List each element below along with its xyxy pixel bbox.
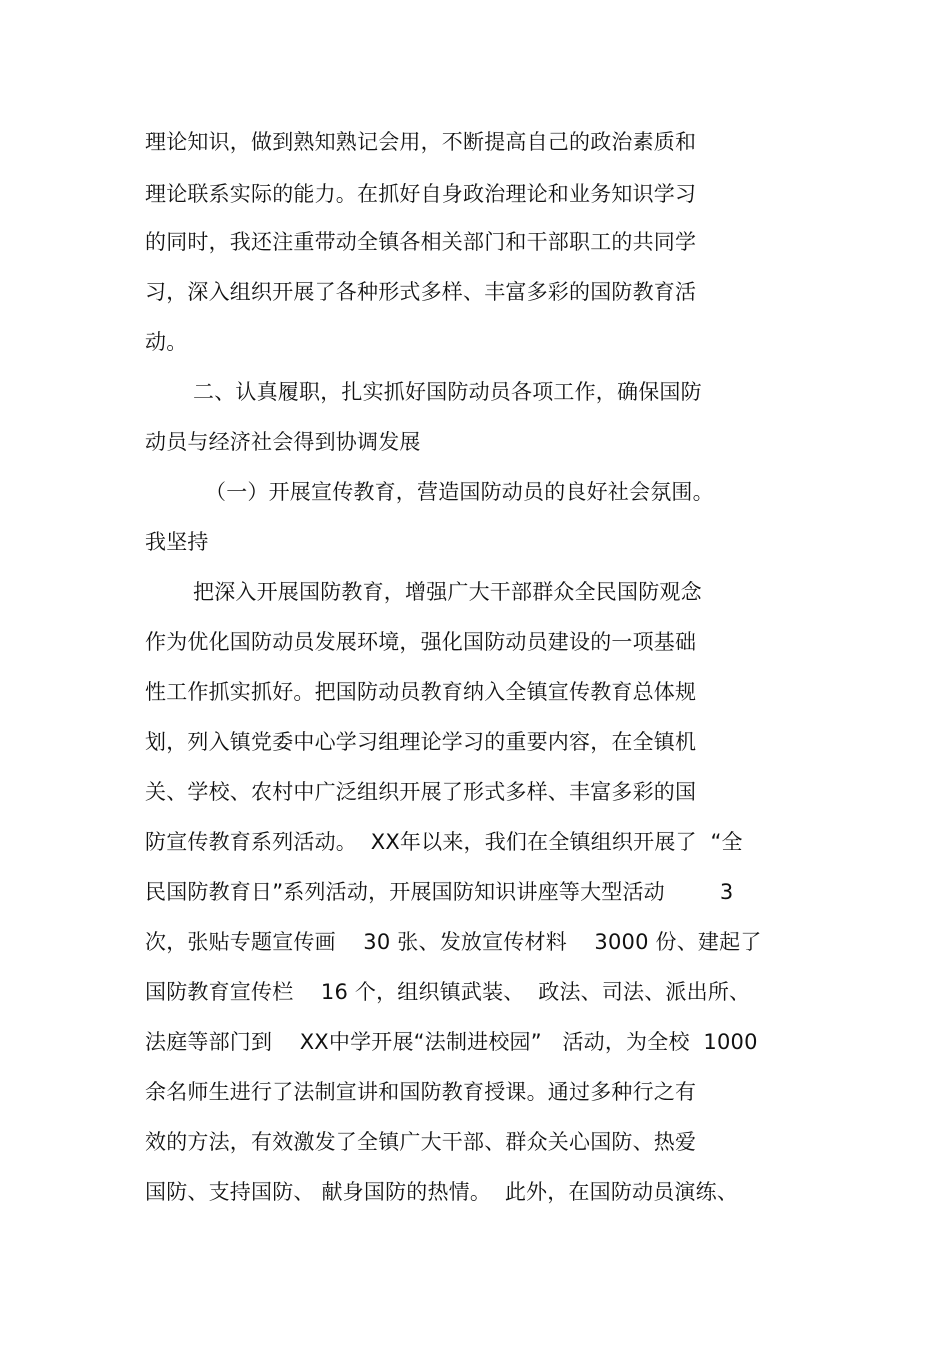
text-line-20: 余名师生进行了法制宣讲和国防教育授课。通过多种行之有 (145, 1080, 697, 1104)
text-line-4: 习，深入组织开展了各种形式多样、丰富多彩的国防教育活 (145, 280, 697, 304)
subsection-heading: （一）开展宣传教育，营造国防动员的良好社会氛围。 (205, 480, 714, 504)
text-line-14: 关、学校、农村中广泛组织开展了形式多样、丰富多彩的国 (145, 780, 697, 804)
text-line-3: 的同时，我还注重带动全镇各相关部门和干部职工的共同学 (145, 230, 697, 254)
text-line-16: 民国防教育日”系列活动，开展国防知识讲座等大型活动 3 (145, 880, 734, 904)
text-line-13: 划，列入镇党委中心学习组理论学习的重要内容，在全镇机 (145, 730, 697, 754)
text-line-9: 我坚持 (145, 530, 209, 554)
paragraph-first-line: 把深入开展国防教育，增强广大干部群众全民国防观念 (193, 580, 702, 604)
section-heading-line-1: 二、认真履职，扎实抓好国防动员各项工作，确保国防 (193, 380, 702, 404)
text-line-5: 动。 (145, 330, 188, 354)
text-line-11: 作为优化国防动员发展环境，强化国防动员建设的一项基础 (145, 630, 697, 654)
text-line-12: 性工作抓实抓好。把国防动员教育纳入全镇宣传教育总体规 (145, 680, 697, 704)
text-line-19: 法庭等部门到 XX中学开展“法制进校园” 活动，为全校 1000 (145, 1030, 758, 1054)
text-line-2: 理论联系实际的能力。在抓好自身政治理论和业务知识学习 (145, 182, 697, 206)
text-line-21: 效的方法，有效激发了全镇广大干部、群众关心国防、热爱 (145, 1130, 697, 1154)
text-line-15: 防宣传教育系列活动。 XX年以来，我们在全镇组织开展了 “全 (145, 830, 743, 854)
section-heading-line-2: 动员与经济社会得到协调发展 (145, 430, 421, 454)
text-line-22: 国防、支持国防、 献身国防的热情。 此外，在国防动员演练、 (145, 1180, 739, 1204)
text-line-18: 国防教育宣传栏 16 个，组织镇武装、 政法、司法、派出所、 (145, 980, 751, 1004)
text-line-1: 理论知识，做到熟知熟记会用，不断提高自己的政治素质和 (145, 130, 697, 154)
text-line-17: 次，张贴专题宣传画 30 张、发放宣传材料 3000 份、建起了 (145, 930, 762, 954)
